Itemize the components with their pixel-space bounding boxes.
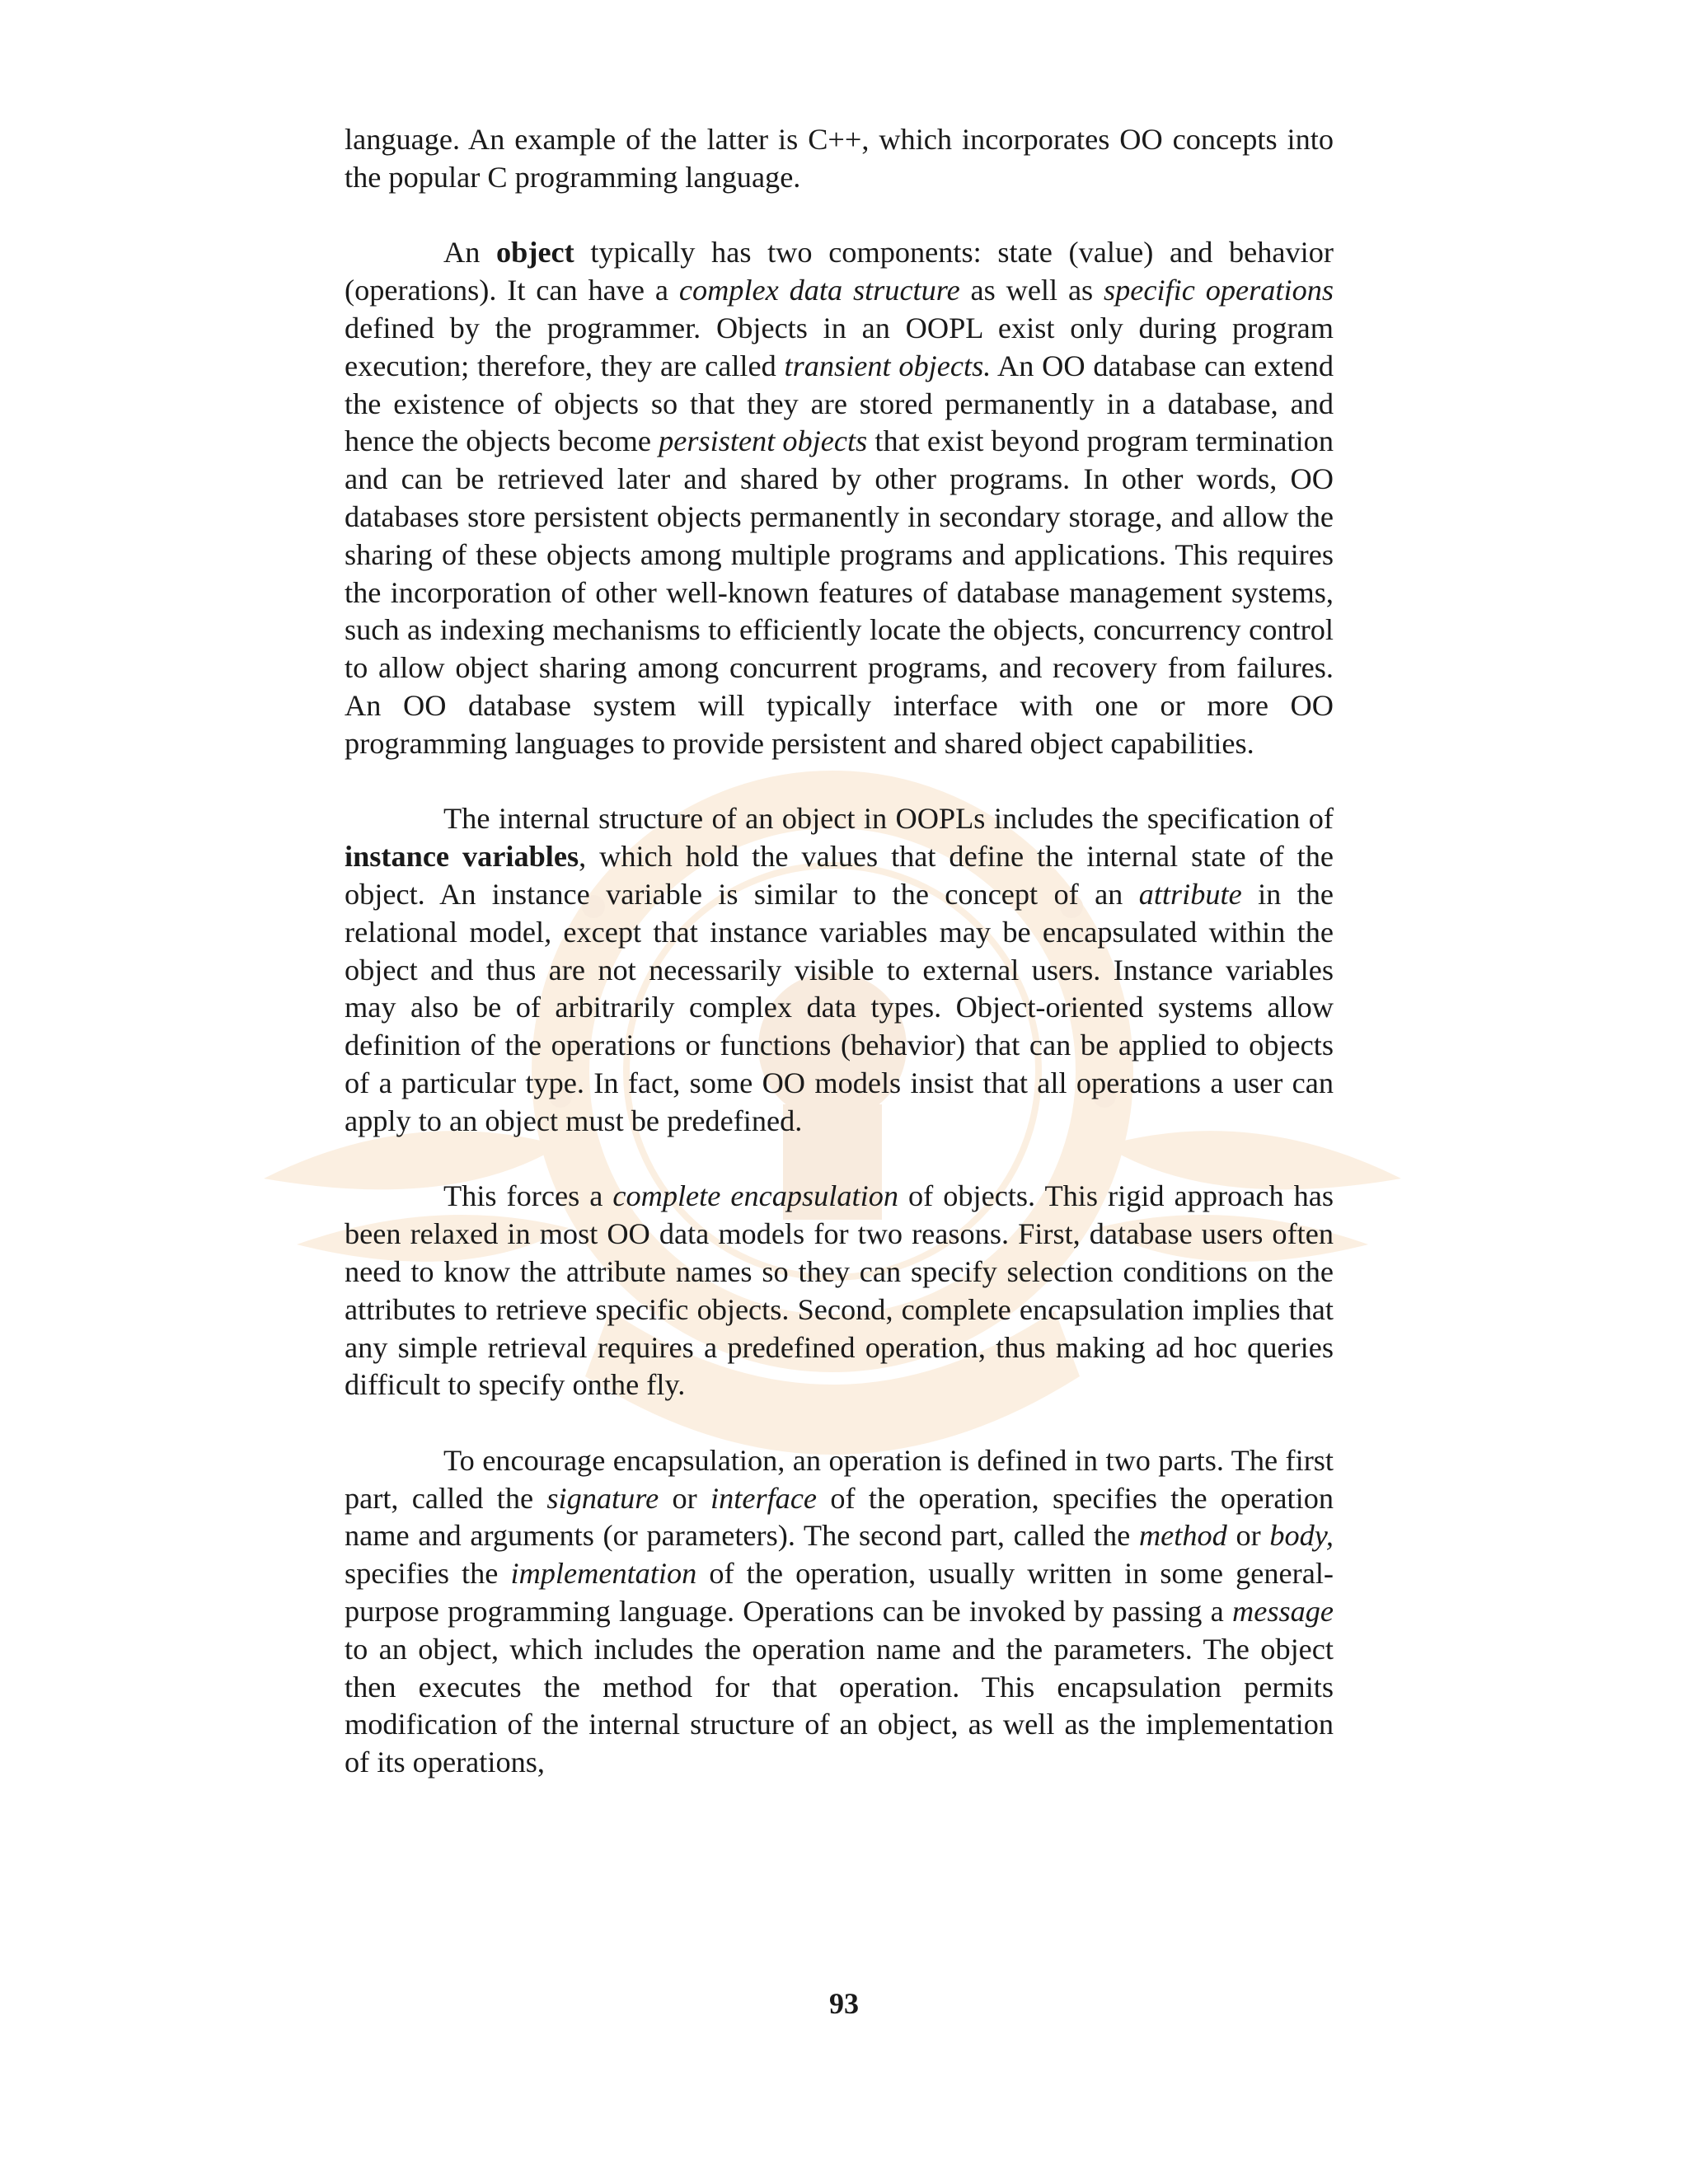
paragraph (345, 1442, 1334, 1782)
paragraph (345, 121, 1334, 197)
text-run: to an object, which includes the operation name and the parameters. The object then executes the method for that operation. This encapsulation permits modification of the internal structure of an object, as well as the implementation of its operations, (345, 1632, 1334, 1779)
body-text (345, 121, 1334, 1782)
text-run: An OO database can extend the existence of objects so that they are stored permanently in a database, and hence the objects become (345, 349, 1334, 458)
text-run: in the relational model (345, 877, 1334, 949)
italic-term: attribute (1138, 877, 1242, 911)
italic-term: message (1232, 1595, 1334, 1629)
text-run: The internal structure of an object in OOPLs includes the specification of (443, 802, 1334, 836)
text-run: as well as (959, 274, 1104, 307)
paragraph (345, 800, 1334, 1140)
italic-term: interface (710, 1481, 818, 1515)
text-run: or (659, 1481, 711, 1515)
text-run: specifies the (345, 1557, 511, 1591)
text-run: , which hold the values that define the internal state of the object. An instance variable is similar to the concept of an (345, 840, 1334, 911)
italic-term: persistent objects (659, 424, 868, 458)
text-run: language. An example of the latter is C++, which incorporates OO concepts into the popular C programming language. (345, 123, 1334, 194)
italic-term: complex data structure (678, 274, 960, 307)
text-run: that exist beyond program termination and can be retrieved later and shared by other programs. In other words, OO databases store persistent objects permanently in secondary storage, and allow the sharing of these objects among multiple programs and applications. This requires the incorporation of other well-known features of database management systems, such as indexing mechanisms to efficiently locate the objects, concurrency control to allow object sharing among concurrent programs, and recovery from failures. An OO database system will typically interface with one or more OO programming languages to provide persistent and shared object capabilities. (345, 424, 1334, 760)
text-run: of objects. This rigid approach has been relaxed in most OO data models for two reasons. First, database users often need to know the attribute names so they can specify selection conditions on the attributes to retrieve specific objects. Second, complete encapsulation implies that any simple retrieval requires a predefined operation, thus making ad hoc queries difficult to specify onthe fly. (345, 1179, 1334, 1402)
text-run: of the operation, usually written in some general-purpose programming language. Operations can be invoked by passing a (345, 1557, 1334, 1629)
italic-term: , (544, 915, 552, 949)
text-run: or (1226, 1519, 1270, 1553)
text-run: except that instance variables may be encapsulated within the object and thus are not necessarily visible to external users. Instance variables may also be of arbitrarily complex data types. Object-oriented systems allow definition of the operations or functions (behavior) that can be applied to objects of a particular type. In fact, some OO models insist that all operations a user can apply to an object must be predefined. (345, 915, 1334, 1137)
italic-term: signature (546, 1481, 659, 1515)
italic-term: implementation (510, 1557, 697, 1591)
italic-term: specific operations (1104, 274, 1334, 307)
bold-term: instance variables (345, 840, 579, 874)
italic-term: body, (1269, 1519, 1334, 1553)
text-run: typically has two components: state (value) and behavior (operations). It can have a (345, 236, 1334, 307)
text-run: defined by the programmer. Objects in an OOPL exist only during program execution; therefore, they are called (345, 311, 1334, 382)
text-run: An (443, 236, 497, 269)
italic-term: transient objects. (784, 349, 992, 382)
text-run: To encourage encapsulation, an operation is defined in two parts. The first part, called the (345, 1443, 1334, 1515)
text-run: of the operation, specifies the operation name and arguments (or parameters). The second part, called the (345, 1481, 1334, 1553)
italic-term: complete encapsulation (612, 1179, 898, 1213)
text-run: This forces a (443, 1179, 613, 1213)
bold-term: object (496, 236, 574, 269)
paragraph (345, 1178, 1334, 1404)
italic-term: method (1138, 1519, 1227, 1553)
paragraph (345, 234, 1334, 762)
page-number: 93 (829, 1987, 859, 2020)
